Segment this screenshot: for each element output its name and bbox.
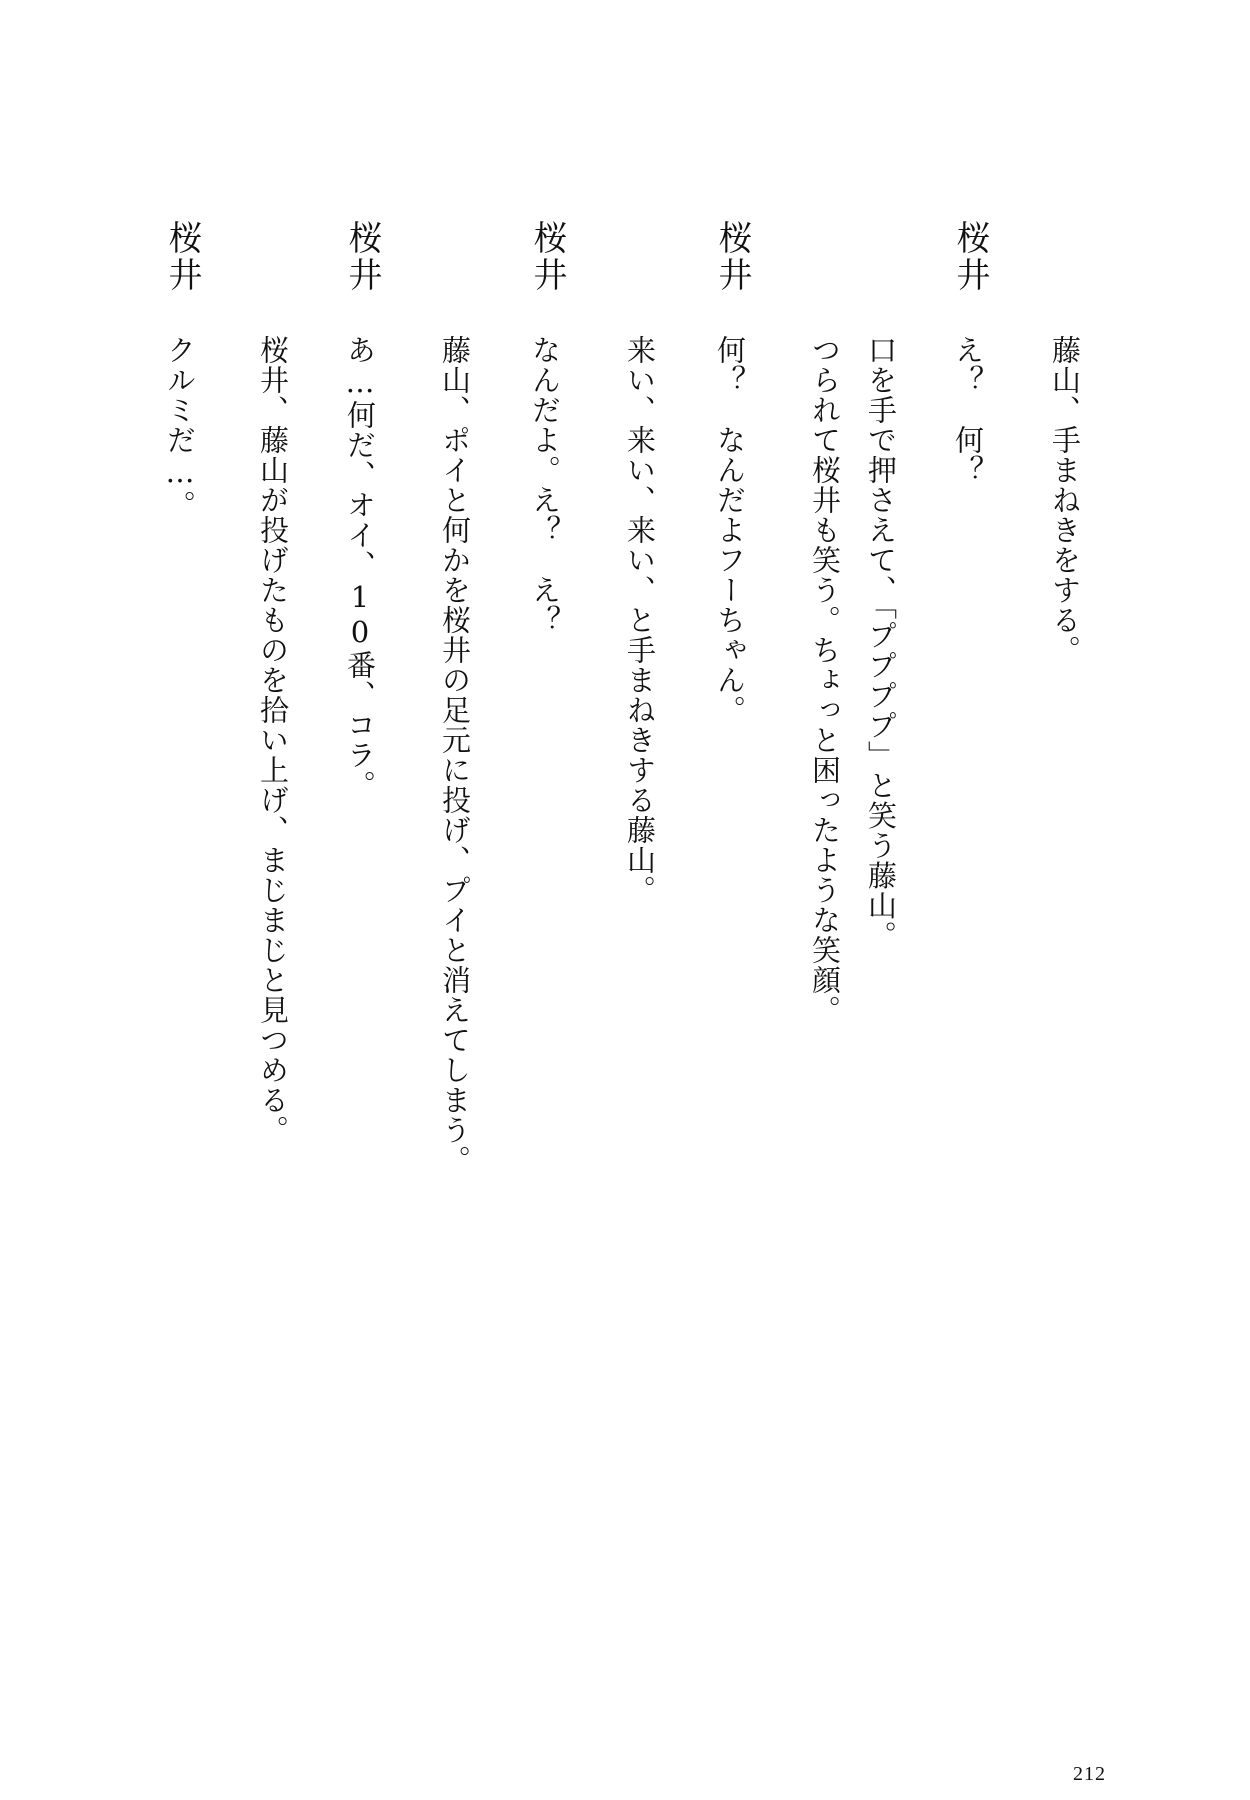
stage-direction: 藤山、ポイと何かを桜井の足元に投げ、プイと消えてしまう。 (438, 335, 472, 1175)
dialogue-line: え？ 何？ (951, 335, 985, 485)
speaker-name: 桜井 (950, 220, 990, 294)
stage-direction: 口を手で押さえて、「ププププ」と笑う藤山。 (864, 335, 898, 951)
dialogue-line: なんだよ。え？ え？ (528, 335, 562, 635)
speaker-name: 桜井 (712, 220, 752, 294)
dialogue-line: あ…何だ、オイ、10番、コラ。 (343, 335, 377, 800)
speaker-name: 桜井 (527, 220, 567, 294)
speaker-name: 桜井 (342, 220, 382, 294)
stage-direction: 来い、来い、来い、と手まねきする藤山。 (623, 335, 657, 905)
stage-direction: 桜井、藤山が投げたものを拾い上げ、まじまじと見つめる。 (256, 335, 290, 1145)
speaker-name: 桜井 (162, 220, 202, 294)
dialogue-line: 何？ なんだよフーちゃん。 (713, 335, 747, 725)
stage-direction: つられて桜井も笑う。ちょっと困ったような笑顔。 (808, 335, 842, 1025)
page-number: 212 (1073, 1763, 1106, 1785)
stage-direction: 藤山、手まねきをする。 (1048, 335, 1082, 665)
dialogue-line: クルミだ…。 (163, 335, 197, 520)
